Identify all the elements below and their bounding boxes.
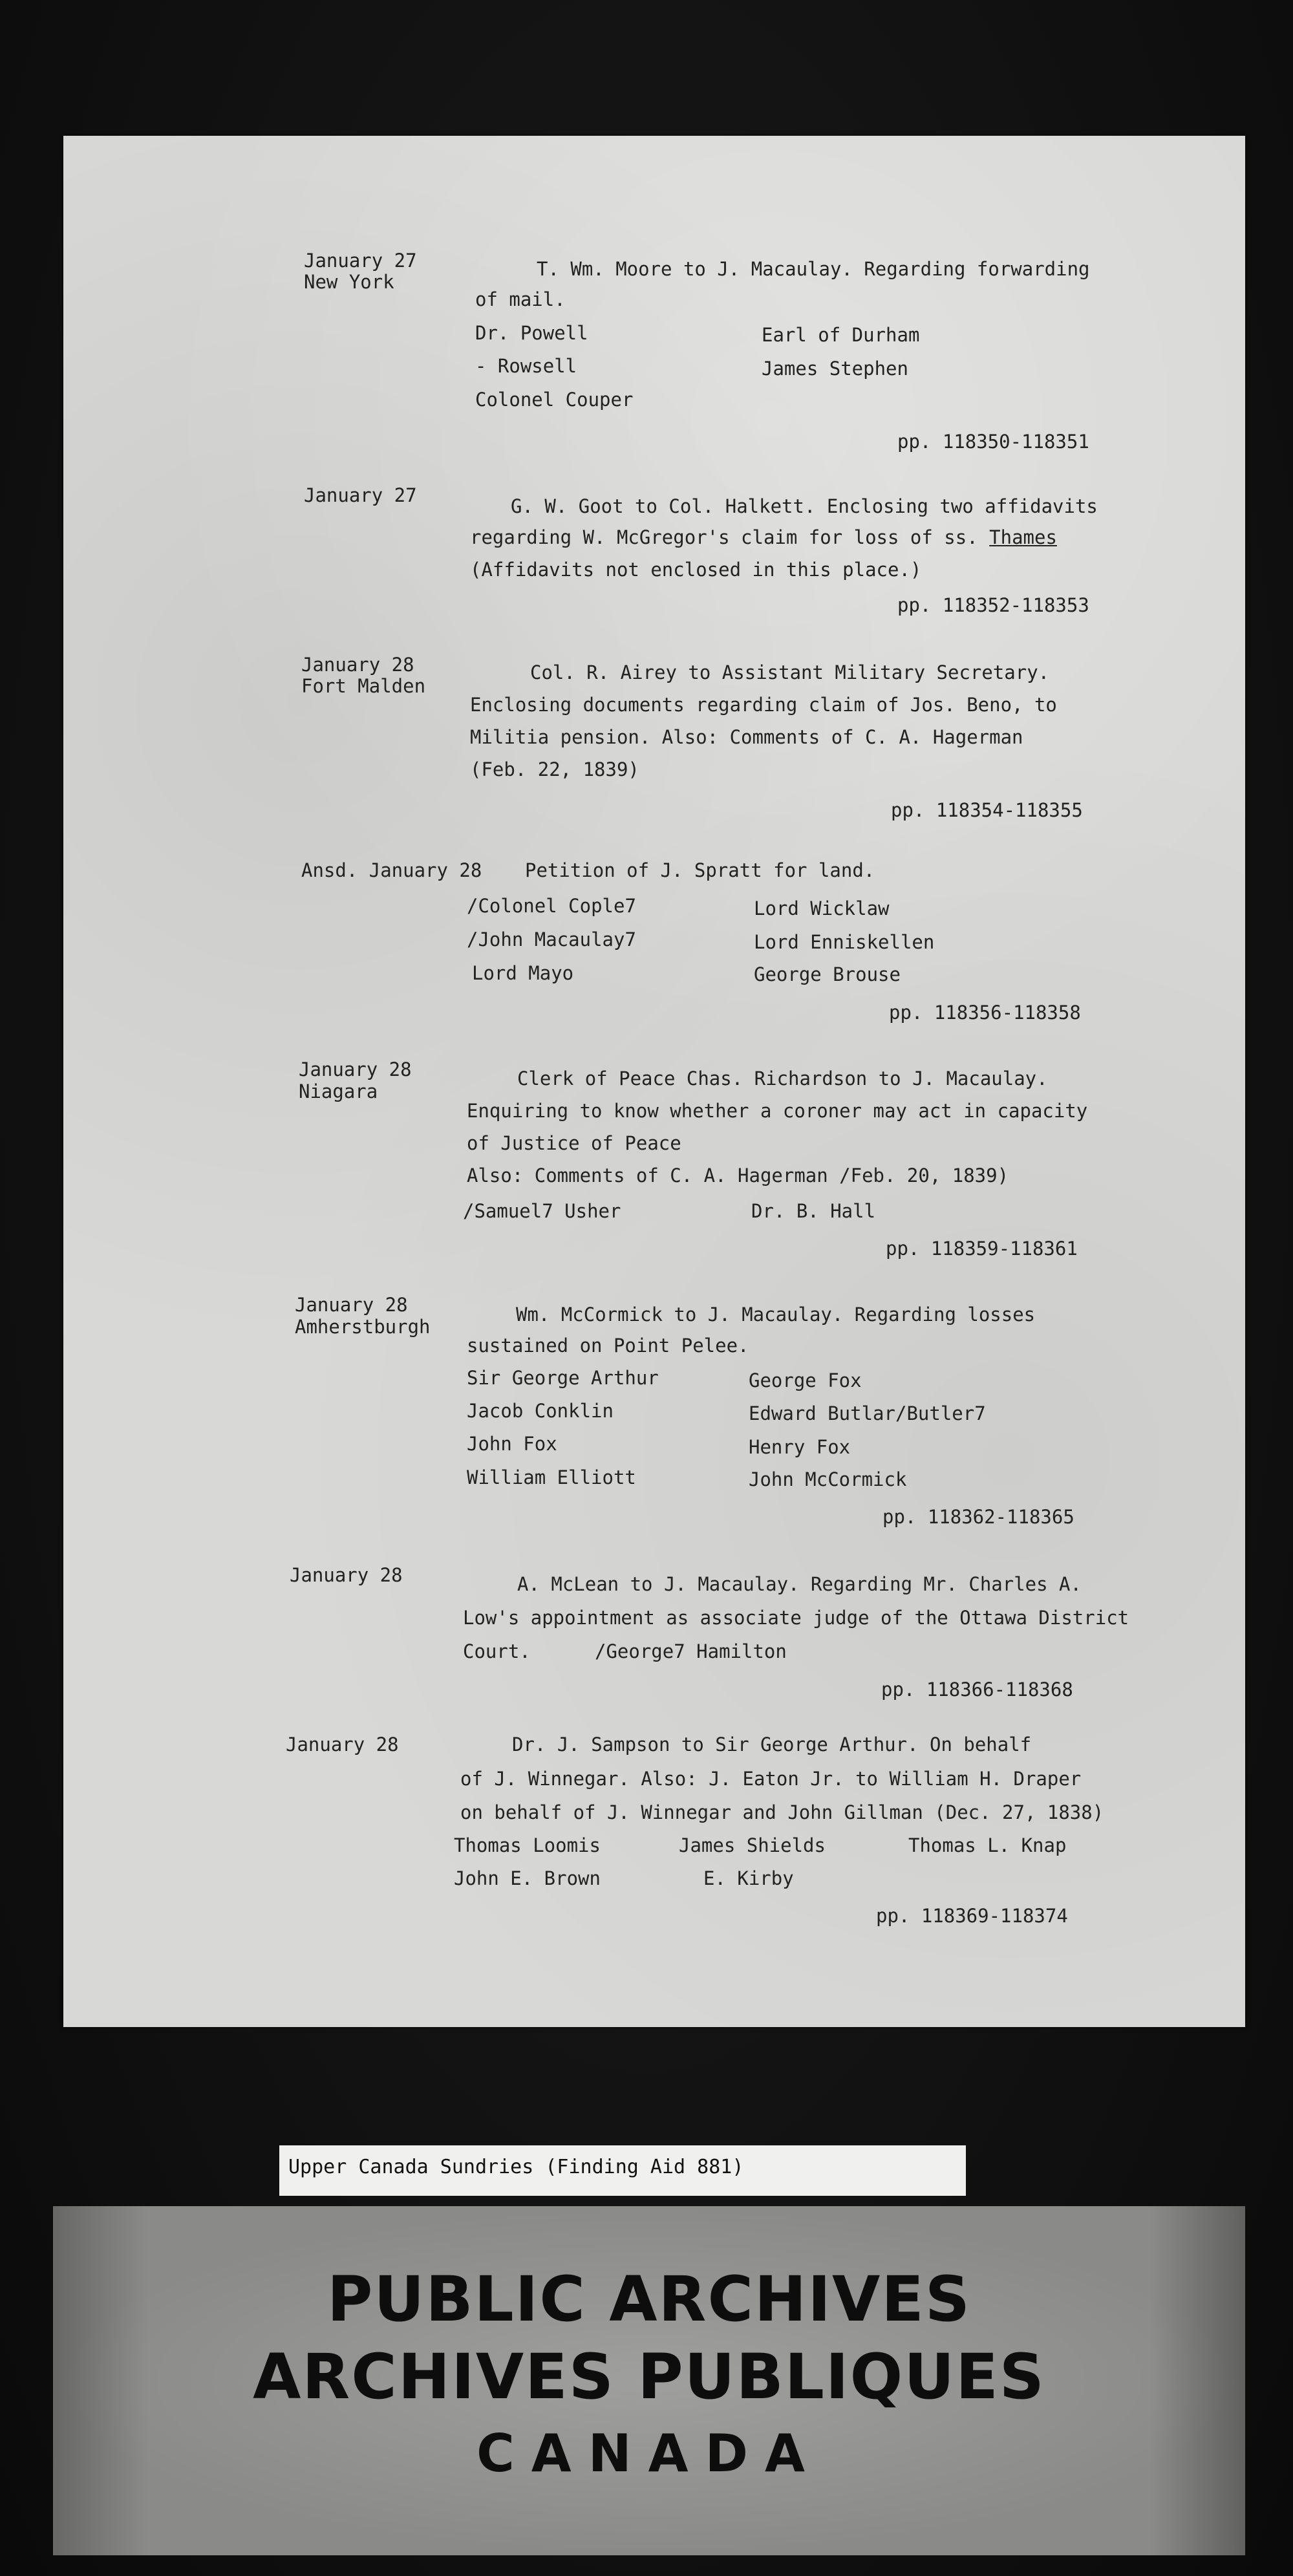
- entry-description-line: of mail.: [475, 288, 566, 310]
- name-right: Lord Wicklaw: [754, 897, 890, 919]
- page-range: pp. 118366-118368: [881, 1679, 1073, 1701]
- stamp-line-english: PUBLIC ARCHIVES: [327, 2263, 971, 2335]
- name-left: - Rowsell: [475, 355, 577, 377]
- entry-description-line: Court.: [463, 1640, 531, 1662]
- entry-date: January 27: [304, 250, 417, 272]
- entry-description-line: Militia pension. Also: Comments of C. A. Hagerman: [470, 726, 1023, 748]
- name-right: George Brouse: [754, 963, 901, 985]
- page-range: pp. 118359-118361: [886, 1238, 1078, 1260]
- entry-place: Fort Malden: [301, 675, 426, 697]
- name-text: Usher: [564, 1200, 621, 1222]
- name-left: Dr. Powell: [475, 322, 588, 344]
- entry-description-line: A. McLean to J. Macaulay. Regarding Mr. Charles A.: [517, 1573, 1082, 1595]
- name-right: Henry Fox: [749, 1436, 851, 1458]
- entry-description-line: Col. R. Airey to Assistant Military Secretary.: [530, 661, 1050, 683]
- entry-description-line: Dr. J. Sampson to Sir George Arthur. On behalf: [512, 1733, 1032, 1755]
- name-text: Hamilton: [696, 1640, 787, 1662]
- entry-description-line: Enclosing documents regarding claim of Jos. Beno, to: [470, 694, 1057, 716]
- name-left: Lord Mayo: [472, 962, 574, 984]
- page-range: pp. 118354-118355: [891, 799, 1083, 821]
- entry-date: January 28: [290, 1564, 403, 1586]
- bracketed-name: Samuel: [474, 1200, 542, 1222]
- name-left: /Colonel Cople7: [467, 895, 636, 917]
- entry-description-line: (Affidavits not enclosed in this place.): [470, 559, 922, 581]
- entry-description-line: T. Wm. Moore to J. Macaulay. Regarding forwarding: [537, 258, 1090, 280]
- name-mid: E. Kirby: [703, 1867, 794, 1889]
- page-range: pp. 118356-118358: [889, 1002, 1081, 1024]
- entry-description-line: Also: Comments of C. A. Hagerman /Feb. 20, 1839): [467, 1165, 1009, 1186]
- entry-description-line: of Justice of Peace: [467, 1132, 681, 1154]
- name-left: Jacob Conklin: [467, 1400, 614, 1422]
- entry-date: Ansd. January 28: [301, 859, 482, 881]
- entry-description-line: Enquiring to know whether a coroner may act in capacity: [467, 1100, 1088, 1122]
- entry-date: January 28: [299, 1058, 412, 1080]
- entry-description-line: Wm. McCormick to J. Macaulay. Regarding losses: [516, 1304, 1036, 1326]
- entry-description-line: of J. Winnegar. Also: J. Eaton Jr. to William H. Draper: [460, 1768, 1082, 1790]
- name-right: Dr. B. Hall: [751, 1200, 876, 1222]
- entry-date: January 28: [301, 654, 414, 676]
- name-left: William Elliott: [467, 1466, 636, 1488]
- name-left: John E. Brown: [454, 1867, 601, 1889]
- bracketed-name: John Macaulay: [478, 928, 625, 950]
- page-range: pp. 118362-118365: [882, 1506, 1074, 1528]
- entry-description-line: (Feb. 22, 1839): [470, 758, 639, 780]
- page-range: pp. 118369-118374: [876, 1905, 1068, 1927]
- entry-date: January 28: [286, 1733, 399, 1755]
- name-left: Colonel Couper: [475, 389, 634, 411]
- name-left: /Samuel7 Usher: [463, 1200, 621, 1222]
- name-right: John McCormick: [749, 1468, 907, 1490]
- name-left: /George7 Hamilton: [595, 1640, 787, 1662]
- name-left: Thomas Loomis: [454, 1834, 601, 1856]
- ship-name: Thames: [989, 526, 1057, 548]
- name-left: /John Macaulay7: [467, 928, 636, 950]
- entry-description-line: sustained on Point Pelee.: [467, 1335, 749, 1357]
- finding-aid-label-text: Upper Canada Sundries (Finding Aid 881): [288, 2156, 744, 2178]
- stamp-line-country: CANADA: [476, 2423, 822, 2484]
- entry-place: Amherstburgh: [295, 1316, 431, 1338]
- name-left: Sir George Arthur: [467, 1367, 659, 1389]
- bracketed-name: Colonel Cople: [478, 895, 625, 917]
- entry-description-line: [470, 526, 1057, 549]
- page-range: pp. 118350-118351: [897, 431, 1089, 453]
- entry-description-line: G. W. Goot to Col. Halkett. Enclosing two affidavits: [511, 495, 1098, 517]
- entry-description-line: on behalf of J. Winnegar and John Gillman (Dec. 27, 1838): [460, 1801, 1104, 1823]
- entry-place: New York: [304, 271, 394, 293]
- name-mid: James Shields: [679, 1834, 826, 1856]
- name-text: Edward Butlar: [749, 1402, 895, 1424]
- bracketed-name: George: [606, 1640, 674, 1662]
- name-right: Lord Enniskellen: [754, 931, 935, 953]
- name-right: Edward Butlar/Butler7: [749, 1402, 986, 1424]
- stamp-line-french: ARCHIVES PUBLIQUES: [253, 2341, 1045, 2413]
- entry-description-line: Clerk of Peace Chas. Richardson to J. Macaulay.: [517, 1068, 1048, 1089]
- name-right: James Stephen: [762, 358, 908, 380]
- bracketed-name: Butler: [906, 1402, 975, 1424]
- name-left: John Fox: [467, 1433, 557, 1455]
- entry-description-line: Low's appointment as associate judge of the Ottawa District: [463, 1607, 1129, 1629]
- page-range: pp. 118352-118353: [897, 594, 1089, 616]
- name-right: Thomas L. Knap: [908, 1834, 1067, 1856]
- entry-date: January 28: [295, 1294, 408, 1316]
- name-right: Earl of Durham: [762, 324, 920, 346]
- entry-place: Niagara: [299, 1080, 378, 1102]
- description-text: regarding W. McGregor's claim for loss of ss.: [470, 526, 978, 548]
- name-right: George Fox: [749, 1369, 862, 1391]
- entry-description-line: Petition of J. Spratt for land.: [525, 859, 875, 881]
- entry-date: January 27: [304, 484, 417, 506]
